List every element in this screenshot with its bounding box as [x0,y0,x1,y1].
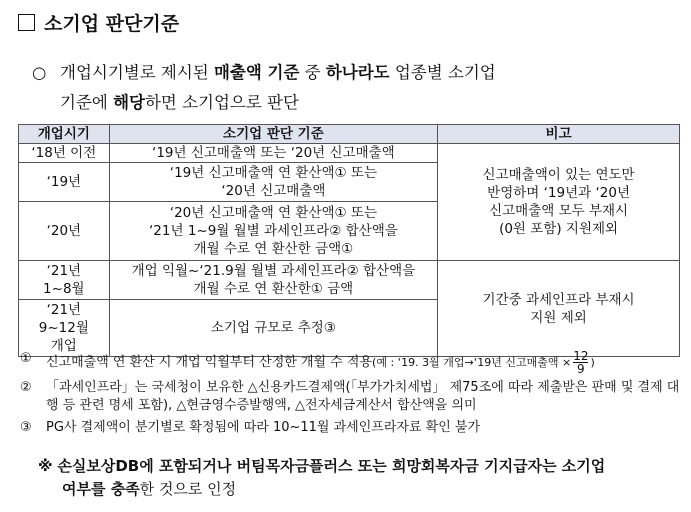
footnotes [20,350,680,441]
intro-text: 기준에 [60,93,114,112]
remark-line: 반영하며 ‘19년과 ‘20년 [487,185,630,201]
reference-mark-icon: ※ [38,457,53,475]
period-line: 9~12월 [38,320,89,336]
period-line: ‘21년 [46,263,82,279]
period-cell [19,261,110,300]
footnote-2 [20,379,680,415]
remark-line: 신고매출액이 있는 연도만 [482,167,635,183]
table-header-row [19,125,680,144]
intro-paragraph [32,58,672,118]
criteria-line: ‘20년 신고매출액 [221,183,326,199]
note-paragraph [38,455,678,501]
period-cell: ‘18년 이전 [19,144,110,163]
criteria-cell: 소기업 규모로 추정③ [109,300,438,357]
criteria-cell: ‘19년 신고매출액 또는 ‘20년 신고매출액 [109,144,438,163]
remark-cell [438,261,680,357]
remark-line: 신고매출액 모두 부재시 [489,203,629,219]
period-line: ‘21년 [46,302,82,318]
intro-text: 업종별 소기업 [389,63,496,82]
fraction-denominator: 9 [577,362,585,376]
note-line-2 [38,478,678,501]
criteria-line: 개월 수로 연 환산한 금액① [193,241,354,257]
period-cell: ‘19년 [19,163,110,202]
footnote-text: PG사 결제액이 분기별로 확정됨에 따라 10~11월 과세인프라자료 확인 불가 [46,420,481,435]
criteria-line: ‘19년 신고매출액 연 환산액① 또는 [169,165,378,181]
period-line: 1~8월 [43,281,85,297]
footnote-number: ③ [20,420,32,435]
table-row [19,144,680,163]
circle-bullet-icon: ○ [32,63,47,82]
checkbox-square-icon [18,14,35,31]
criteria-line: ‘20년 신고매출액 연 환산액① 또는 [169,205,378,221]
criteria-line: ‘21년 1~9월 월별 과세인프라② 합산액을 [149,223,398,239]
intro-text: 개업시기별로 제시된 [60,63,214,82]
header-remark: 비고 [438,125,680,144]
fraction [573,350,588,375]
footnote-example-end: ) [590,356,595,369]
header-criteria: 소기업 판단 기준 [109,125,438,144]
table-row [19,261,680,300]
footnote-1 [20,350,680,375]
remark-line: 기간중 과세인프라 부재시 [482,291,635,308]
footnote-main-text: 신고매출액 연 환산 시 개업 익월부터 산정한 개월 수 적용 [46,355,373,370]
remark-line: 지원 제외 [530,309,587,326]
footnote-example: (예 : ‘19. 3월 개업→‘19년 신고매출액 × [372,356,572,369]
intro-emphasis: 매출액 기준 [213,63,300,82]
criteria-cell [109,163,438,202]
header-period: 개업시기 [19,125,110,144]
note-text: 한 것으로 인정 [139,480,237,498]
note-emphasis: 여부를 충족 [62,480,140,498]
footnote-text [46,350,595,375]
intro-text: 중 [299,63,326,82]
footnote-number: ② [20,380,32,395]
fraction-numerator: 12 [573,349,589,363]
remark-line: (0원 포함) 지원제외 [499,221,619,237]
footnote-text: 「과세인프라」는 국세청이 보유한 △신용카드결제액(「부가가치세법」 제75조에 따라 제출받은 판매 및 결제 대행 등 관련 명세 포함), △현금영수증발행액, △전자세금계산서 합산액을 의미 [46,380,680,413]
criteria-cell [109,261,438,300]
period-cell [19,300,110,357]
note-emphasis: 손실보상DB에 포함되거나 버팀목자금플러스 또는 희망회복자금 기지급자는 소기업 [57,457,606,475]
criteria-line: 개업 익월~‘21.9월 월별 과세인프라② 합산액을 [131,263,416,279]
intro-emphasis: 하나라도 [325,63,390,82]
remark-cell [438,144,680,261]
note-line-1 [38,455,678,478]
criteria-table [18,124,680,357]
section-title [18,8,179,36]
intro-text: 하면 소기업으로 판단 [144,93,299,112]
footnote-number: ① [20,351,32,366]
criteria-cell [109,202,438,261]
title-text: 소기업 판단기준 [44,12,180,35]
period-cell: ‘20년 [19,202,110,261]
footnote-3 [20,419,680,437]
intro-line-1 [32,58,672,88]
period-line: 개업 [50,338,77,354]
criteria-line: 개월 수로 연 환산한① 금액 [193,281,354,297]
intro-emphasis: 해당 [113,93,145,112]
intro-line-2 [32,88,672,118]
